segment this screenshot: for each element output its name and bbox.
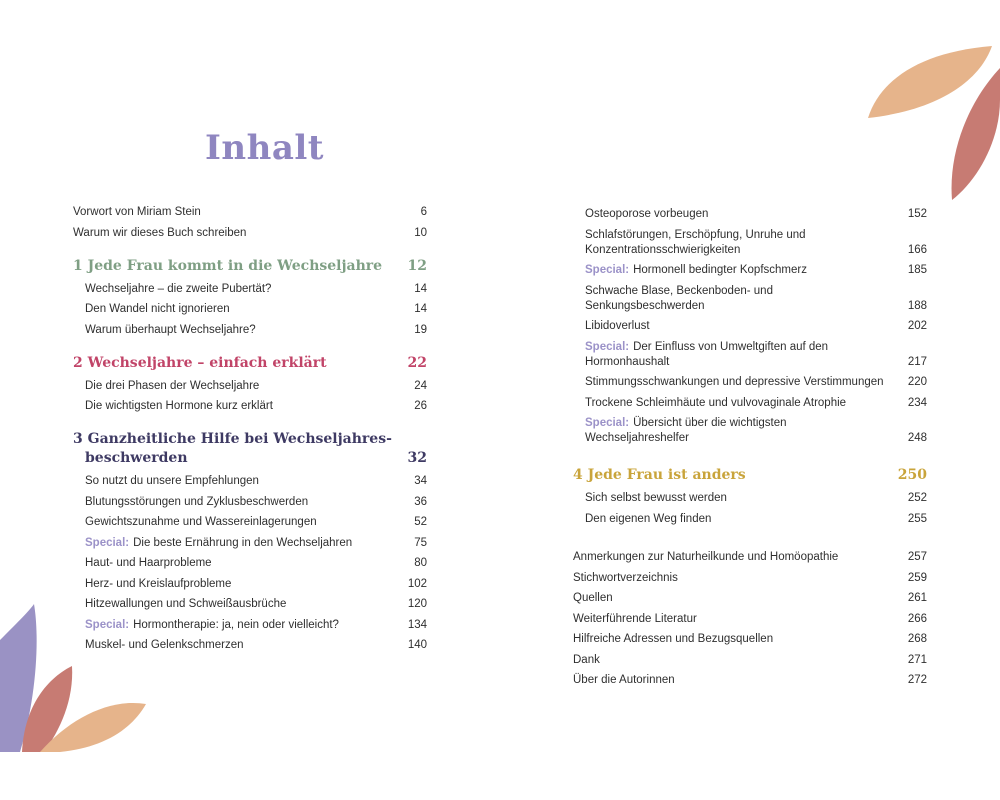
page-number: 120 — [407, 598, 427, 610]
entry-title: Die beste Ernährung in den Wechseljahren — [133, 536, 353, 549]
leaf-decoration-top-right — [860, 40, 1000, 210]
toc-entry — [573, 228, 927, 258]
page-number: 234 — [907, 396, 927, 409]
chapter-heading-2 — [73, 354, 427, 373]
page-number: 6 — [420, 206, 427, 218]
toc-entry — [573, 512, 927, 527]
page-number: 14 — [414, 303, 427, 315]
page-number: 152 — [907, 208, 927, 220]
toc-entry — [73, 495, 427, 510]
entry-title: Die drei Phasen der Wechseljahre — [85, 379, 260, 392]
entry-title: Trockene Schleimhäute und vulvovaginale Atrophie — [585, 396, 847, 409]
page-number: 75 — [414, 536, 427, 549]
page-number: 255 — [907, 512, 927, 525]
page-number: 14 — [414, 282, 427, 295]
chapter-title: 2 Wechseljahre – einfach erklärt — [73, 354, 327, 371]
page-number: 261 — [907, 592, 927, 604]
toc-entry — [573, 673, 927, 688]
entry-title: Weiterführende Literatur — [573, 612, 697, 625]
toc-entry — [573, 571, 927, 586]
toc-entry-special — [573, 263, 927, 278]
entry-title: Den eigenen Weg finden — [585, 512, 712, 525]
page-number: 259 — [907, 571, 927, 584]
page-number: 271 — [907, 653, 927, 666]
toc-entry — [73, 515, 427, 530]
toc-entry — [73, 399, 427, 414]
entry-title: Warum wir dieses Buch schreiben — [73, 226, 247, 239]
page-number: 19 — [414, 323, 427, 336]
entry-title: Schlafstörungen, Erschöpfung, Unruhe und Konzentrationsschwierigkeiten — [585, 228, 806, 256]
toc-entry — [573, 284, 927, 314]
entry-title: Der Einfluss von Umweltgiften auf den Hormonhaushalt — [585, 340, 829, 368]
page-number: 185 — [907, 264, 927, 276]
page-number: 166 — [907, 243, 927, 256]
page-number: 220 — [907, 376, 927, 388]
toc-entry — [573, 319, 927, 334]
entry-title: Hitzewallungen und Schweißausbrüche — [85, 598, 287, 610]
toc-entry — [573, 396, 927, 411]
special-label: Special: — [585, 264, 630, 276]
entry-title: Muskel- und Gelenkschmerzen — [85, 639, 244, 651]
chapter-heading-3 — [73, 430, 427, 468]
page-number: 10 — [414, 226, 427, 239]
entry-title: Hilfreiche Adressen und Bezugsquellen — [573, 633, 774, 645]
page-number: 36 — [414, 495, 427, 508]
entry-title: Übersicht über die wichtigsten Wechseljahreshelfer — [585, 417, 787, 444]
chapter-title — [73, 430, 392, 468]
special-label: Special: — [585, 340, 630, 353]
toc-entry — [573, 612, 927, 627]
entry-title: Anmerkungen zur Naturheilkunde und Homöopathie — [573, 551, 839, 563]
page-number: 80 — [414, 557, 427, 569]
toc-entry — [73, 226, 427, 241]
toc-entry — [73, 302, 427, 317]
entry-title: Über die Autorinnen — [573, 674, 675, 686]
chapter-page-number: 22 — [407, 354, 427, 371]
entry-title: Osteoporose vorbeugen — [585, 208, 709, 220]
entry-title: Wechseljahre – die zweite Pubertät? — [85, 282, 272, 295]
toc-entry — [573, 653, 927, 668]
page-number: 102 — [407, 577, 427, 590]
entry-title: Hormontherapie: ja, nein oder vielleicht? — [133, 618, 339, 631]
toc-entry — [573, 207, 927, 222]
page-number: 266 — [907, 612, 927, 625]
toc-entry-special — [73, 536, 427, 551]
page-number: 52 — [414, 516, 427, 528]
entry-title: Libidoverlust — [585, 320, 650, 332]
entry-title: Stimmungsschwankungen und depressive Verstimmungen — [585, 376, 884, 388]
section-spacer — [573, 532, 927, 550]
lavender-leaf-shape — [0, 604, 37, 752]
page-number: 188 — [907, 299, 927, 312]
chapter-heading-1 — [73, 257, 427, 276]
toc-entry — [73, 379, 427, 394]
entry-title: Gewichtszunahme und Wassereinlagerungen — [85, 516, 317, 528]
page-number: 24 — [414, 379, 427, 392]
page-title: Inhalt — [205, 128, 324, 168]
page-number: 34 — [414, 475, 427, 487]
toc-left-column — [73, 205, 427, 659]
toc-entry — [73, 474, 427, 489]
toc-entry — [73, 205, 427, 220]
toc-entry — [73, 556, 427, 571]
chapter-title-line-1: 3 Ganzheitliche Hilfe bei Wechseljahres- — [73, 431, 392, 447]
entry-title: Hormonell bedingter Kopfschmerz — [633, 264, 807, 276]
entry-title: Quellen — [573, 592, 613, 604]
chapter-page-number: 32 — [407, 450, 427, 466]
entry-title: Die wichtigsten Hormone kurz erklärt — [85, 400, 273, 412]
chapter-title-line-2: beschwerden — [85, 450, 188, 466]
entry-title: So nutzt du unsere Empfehlungen — [85, 475, 259, 487]
toc-entry — [573, 491, 927, 506]
entry-title: Den Wandel nicht ignorieren — [85, 303, 230, 315]
page-number: 140 — [407, 639, 427, 651]
page-number: 272 — [907, 674, 927, 686]
peach-leaf-shape — [868, 46, 992, 118]
entry-title: Warum überhaupt Wechseljahre? — [85, 323, 256, 336]
peach-leaf-shape — [40, 703, 146, 752]
entry-title: Haut- und Haarprobleme — [85, 557, 212, 569]
toc-entry — [73, 638, 427, 653]
special-label: Special: — [85, 618, 130, 631]
entry-title: Vorwort von Miriam Stein — [73, 206, 201, 218]
entry-title: Schwache Blase, Beckenboden- und Senkungsbeschwerden — [585, 284, 773, 312]
page-number: 248 — [907, 432, 927, 444]
chapter-title: 1 Jede Frau kommt in die Wechseljahre — [73, 257, 383, 274]
toc-entry — [573, 550, 927, 565]
toc-entry — [573, 632, 927, 647]
toc-entry — [573, 375, 927, 390]
toc-entry-special — [573, 340, 927, 370]
page-number: 217 — [907, 355, 927, 368]
special-label: Special: — [85, 536, 130, 549]
chapter-heading-4 — [573, 466, 927, 485]
toc-right-column — [573, 207, 927, 694]
entry-title: Dank — [573, 653, 600, 666]
page-number: 202 — [907, 320, 927, 332]
page-number: 268 — [907, 633, 927, 645]
page-number: 134 — [407, 618, 427, 631]
rose-leaf-shape — [22, 666, 72, 752]
toc-entry — [573, 591, 927, 606]
entry-title: Herz- und Kreislaufprobleme — [85, 577, 232, 590]
chapter-page-number: 12 — [407, 257, 427, 274]
entry-title: Blutungsstörungen und Zyklusbeschwerden — [85, 495, 309, 508]
toc-entry — [73, 282, 427, 297]
chapter-page-number: 250 — [897, 467, 927, 483]
toc-entry-special — [73, 618, 427, 633]
toc-entry — [73, 323, 427, 338]
toc-entry-special — [573, 416, 927, 446]
page-number: 257 — [907, 551, 927, 563]
toc-entry — [73, 597, 427, 612]
entry-title: Stichwortverzeichnis — [573, 571, 678, 584]
page-number: 26 — [414, 400, 427, 412]
page-number: 252 — [907, 492, 927, 504]
toc-entry — [73, 577, 427, 592]
special-label: Special: — [585, 417, 630, 429]
entry-title: Sich selbst bewusst werden — [585, 492, 727, 504]
chapter-title: 4 Jede Frau ist anders — [573, 467, 746, 483]
rose-leaf-shape — [952, 68, 1000, 200]
